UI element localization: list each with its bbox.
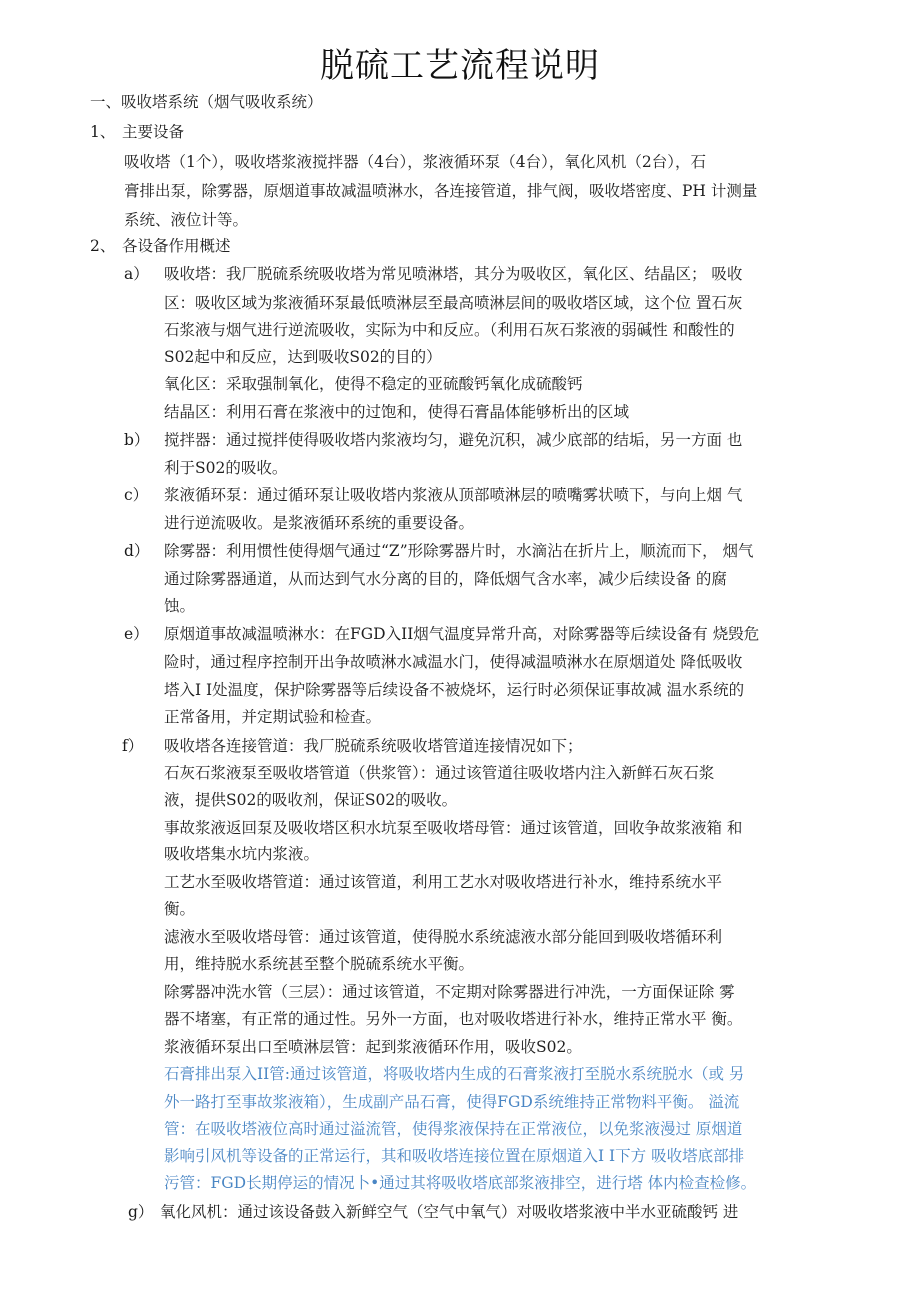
item-d-line: 除雾器：利用惯性使得烟气通过“Z”形除雾器片时，水滴沾在折片上，顺流而下， 烟气 (164, 542, 754, 560)
page-title: 脱硫工艺流程说明 (320, 46, 600, 86)
item-f-line: 用，维持脱水系统甚至整个脱硫系统水平衡。 (164, 955, 475, 973)
item-e-line: 正常备用，并定期试验和检查。 (164, 708, 382, 726)
item-a-line: 吸收塔：我厂脱硫系统吸收塔为常见喷淋塔，其分为吸收区，氧化区、结晶区； 吸收 (164, 265, 743, 283)
item-f-blue-line: 管：在吸收塔液位高时通过溢流管，使得浆液保持在正常液位，以免浆液漫过 原烟道 (164, 1120, 743, 1138)
item-marker-d: d） (124, 542, 150, 560)
item-f-line: 衡。 (164, 900, 196, 918)
item-c-line: 进行逆流吸收。是浆液循环系统的重要设备。 (164, 514, 475, 532)
item-f-line: 工艺水至吸收塔管道：通过该管道，利用工艺水对吸收塔进行补水，维持系统水平 (164, 873, 723, 891)
equipment-line: 系统、液位计等。 (124, 211, 249, 229)
item-marker-b: b） (124, 431, 150, 449)
subsection-heading-equipment-functions: 各设备作用概述 (122, 237, 231, 255)
item-a-line: 氧化区：采取强制氧化，使得不稳定的亚硫酸钙氧化成硫酸钙 (164, 375, 583, 393)
item-f-blue-line: 影响引风机等设备的正常运行，其和吸收塔连接位置在原烟道入I I下方 吸收塔底部排 (164, 1147, 745, 1165)
item-f-blue-line: 外一路打至事故浆液箱），生成副产品石膏，使得FGD系统维持正常物料平衡。 溢流 (164, 1093, 740, 1111)
equipment-line: 吸收塔（1个），吸收塔浆液搅拌器（4台），浆液循环泵（4台），氧化风机（2台），石 (124, 153, 706, 171)
item-g-line: 氧化风机：通过该设备鼓入新鲜空气（空气中氧气）对吸收塔浆液中半水亚硫酸钙 进 (160, 1203, 739, 1221)
subsection-number-1: 1、 (90, 123, 116, 141)
item-a-line: 结晶区：利用石膏在浆液中的过饱和，使得石膏晶体能够析出的区域 (164, 403, 630, 421)
item-f-line: 液，提供S02的吸收剂，保证S02的吸收。 (164, 791, 458, 809)
item-a-line: 区：吸收区域为浆液循环泵最低喷淋层至最高喷淋层间的吸收塔区域，这个位 置石灰 (164, 294, 743, 312)
item-f-line: 器不堵塞，有正常的通过性。另外一方面，也对吸收塔进行补水，维持正常水平 衡。 (164, 1010, 743, 1028)
item-d-line: 蚀。 (164, 597, 196, 615)
item-marker-f: f） (122, 737, 144, 755)
item-f-line: 除雾器冲洗水管（三层）：通过该管道，不定期对除雾器进行冲洗，一方面保证除 雾 (164, 983, 735, 1001)
section-heading-1: 一、吸收塔系统（烟气吸收系统） (90, 93, 323, 111)
item-b-line: 搅拌器：通过搅拌使得吸收塔内浆液均匀，避免沉积，减少底部的结垢，另一方面 也 (164, 431, 743, 449)
subsection-heading-main-equipment: 主要设备 (122, 123, 185, 141)
item-e-line: 塔入I I处温度，保护除雾器等后续设备不被烧坏，运行时必须保证事故减 温水系统的 (164, 681, 745, 699)
item-f-line: 滤液水至吸收塔母管：通过该管道，使得脱水系统滤液水部分能回到吸收塔循环利 (164, 928, 723, 946)
equipment-line: 膏排出泵，除雾器，原烟道事故减温喷淋水，各连接管道，排气阀，吸收塔密度、PH 计测量 (124, 182, 758, 200)
item-c-line: 浆液循环泵：通过循环泵让吸收塔内浆液从顶部喷淋层的喷嘴雾状喷下，与向上烟 气 (164, 486, 743, 504)
item-f-line: 事故浆液返回泵及吸收塔区积水坑泵至吸收塔母管：通过该管道，回收争故浆液箱 和 (164, 819, 743, 837)
item-marker-e: e） (124, 625, 149, 643)
item-f-line: 石灰石浆液泵至吸收塔管道（供浆管）：通过该管道往吸收塔内注入新鲜石灰石浆 (164, 764, 715, 782)
item-marker-g: g） (128, 1203, 154, 1221)
item-marker-a: a） (124, 265, 149, 283)
item-f-blue-line: 污管：FGD长期停运的情况卜•通过其将吸收塔底部浆液排空，进行塔 体内检查检修。 (164, 1174, 757, 1192)
item-e-line: 原烟道事故减温喷淋水：在FGD入II烟气温度异常升高，对除雾器等后续设备有 烧毁危 (164, 625, 760, 643)
item-f-line: 浆液循环泵出口至喷淋层管：起到浆液循环作用，吸收S02。 (164, 1038, 582, 1056)
item-a-line: S02起中和反应，达到吸收S02的目的） (164, 348, 442, 366)
item-f-line: 吸收塔集水坑内浆液。 (164, 845, 320, 863)
item-e-line: 险时，通过程序控制开出争故喷淋水减温水门，使得减温喷淋水在原烟道处 降低吸收 (164, 653, 743, 671)
subsection-number-2: 2、 (90, 237, 116, 255)
item-f-line: 吸收塔各连接管道：我厂脱硫系统吸收塔管道连接情况如下； (164, 737, 583, 755)
item-f-blue-line: 石膏排出泵入II管:通过该管道，将吸收塔内生成的石膏浆液打至脱水系统脱水（或 另 (164, 1065, 745, 1083)
item-b-line: 利于S02的吸收。 (164, 459, 288, 477)
item-a-line: 石浆液与烟气进行逆流吸收，实际为中和反应。（利用石灰石浆液的弱碱性 和酸性的 (164, 321, 735, 339)
item-marker-c: c） (124, 486, 149, 504)
item-d-line: 通过除雾器通道，从而达到气水分离的目的，降低烟气含水率，减少后续设备 的腐 (164, 570, 727, 588)
